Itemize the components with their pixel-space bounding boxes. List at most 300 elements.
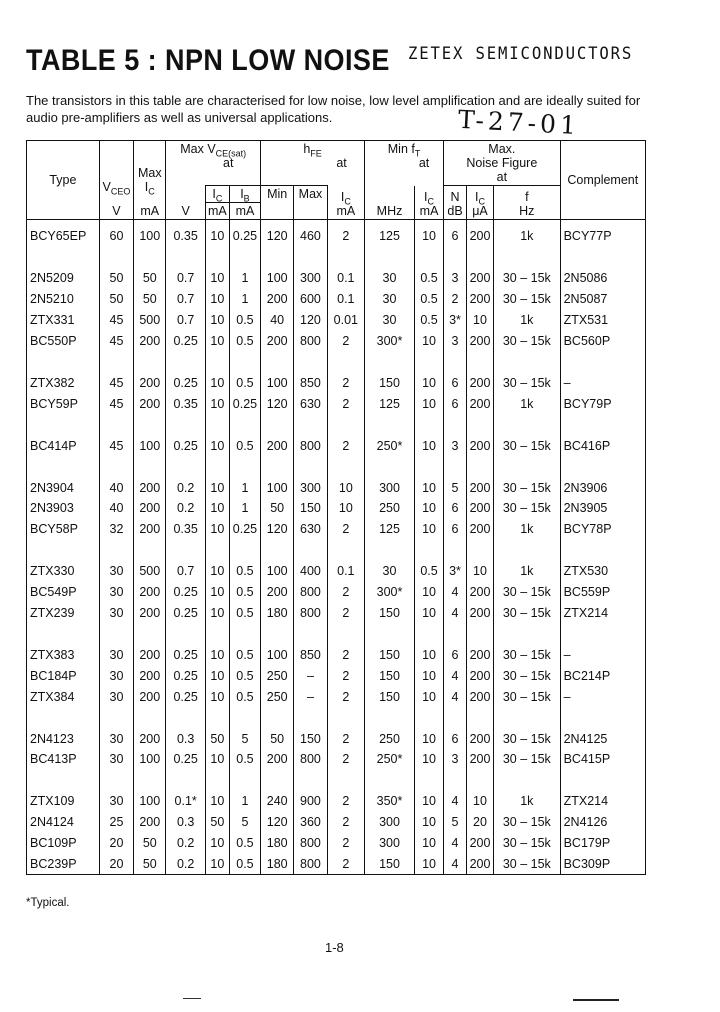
part-number: BCY65EP — [27, 220, 100, 247]
table-cell: 200 — [134, 644, 166, 665]
spacer-cell — [327, 456, 364, 477]
table-cell: 45 — [99, 331, 133, 352]
table-cell: 100 — [261, 644, 294, 665]
spacer-cell — [494, 456, 561, 477]
transistor-table — [26, 140, 646, 875]
table-cell: 30 — [99, 582, 133, 603]
table-cell: 1 — [229, 268, 260, 289]
col-nf-f: f Hz — [494, 186, 561, 220]
spacer-cell — [560, 247, 645, 268]
table-cell: 200 — [134, 372, 166, 393]
complement-part: BC179P — [560, 833, 645, 854]
table-cell: 1 — [229, 498, 260, 519]
complement-part: 2N5086 — [560, 268, 645, 289]
table-cell: 2 — [327, 435, 364, 456]
spacer-cell — [166, 540, 206, 561]
spacer-cell — [134, 540, 166, 561]
table-cell: 10 — [205, 519, 229, 540]
table-cell: 6 — [444, 372, 467, 393]
table-cell: 100 — [134, 435, 166, 456]
table-cell: 2 — [327, 686, 364, 707]
table-cell: 250* — [365, 749, 415, 770]
table-cell: 200 — [466, 372, 493, 393]
table-cell: 125 — [365, 220, 415, 247]
spacer-cell — [134, 623, 166, 644]
table-cell: 4 — [444, 603, 467, 624]
spacer-cell — [466, 770, 493, 791]
table-cell: 6 — [444, 220, 467, 247]
table-cell: 30 – 15k — [494, 268, 561, 289]
table-cell: 240 — [261, 791, 294, 812]
part-number: 2N4124 — [27, 812, 100, 833]
table-cell: 30 — [99, 686, 133, 707]
part-number: 2N3903 — [27, 498, 100, 519]
table-cell: 200 — [466, 220, 493, 247]
table-cell: 200 — [134, 728, 166, 749]
spacer-cell — [466, 247, 493, 268]
spacer-cell — [444, 456, 467, 477]
table-cell: 30 — [365, 268, 415, 289]
table-cell: 10 — [414, 749, 443, 770]
table-cell: 10 — [205, 686, 229, 707]
table-cell: 4 — [444, 791, 467, 812]
table-cell: 200 — [134, 477, 166, 498]
spacer-row — [27, 707, 646, 728]
table-cell: 0.25 — [166, 749, 206, 770]
table-cell: 3 — [444, 435, 467, 456]
table-cell: 0.25 — [166, 582, 206, 603]
spacer-cell — [560, 351, 645, 372]
table-cell: 0.3 — [166, 728, 206, 749]
table-cell: 10 — [205, 435, 229, 456]
table-cell: 200 — [466, 854, 493, 875]
table-cell: 6 — [444, 498, 467, 519]
spacer-cell — [327, 540, 364, 561]
table-cell: 200 — [466, 644, 493, 665]
complement-part: BCY77P — [560, 220, 645, 247]
table-cell: 0.5 — [414, 310, 443, 331]
table-cell: 350* — [365, 791, 415, 812]
table-cell: 5 — [229, 728, 260, 749]
spacer-cell — [134, 770, 166, 791]
table-cell: 150 — [365, 854, 415, 875]
table-cell: 0.5 — [229, 582, 260, 603]
table-cell: 2 — [327, 393, 364, 414]
table-cell: 120 — [261, 812, 294, 833]
spacer-cell — [261, 247, 294, 268]
table-cell: 50 — [134, 833, 166, 854]
table-cell: 200 — [466, 582, 493, 603]
spacer-cell — [166, 247, 206, 268]
spacer-cell — [294, 247, 327, 268]
complement-part: 2N4126 — [560, 812, 645, 833]
table-cell: 3 — [444, 268, 467, 289]
table-cell: 10 — [205, 791, 229, 812]
table-cell: 250 — [261, 665, 294, 686]
table-cell: 30 — [99, 791, 133, 812]
spacer-cell — [229, 540, 260, 561]
complement-part: ZTX214 — [560, 603, 645, 624]
spacer-row — [27, 623, 646, 644]
table-cell: 0.5 — [229, 435, 260, 456]
table-cell: 10 — [205, 644, 229, 665]
table-cell: 0.1* — [166, 791, 206, 812]
table-cell: 6 — [444, 728, 467, 749]
table-cell: 200 — [466, 268, 493, 289]
table-cell: 0.1 — [327, 289, 364, 310]
spacer-cell — [414, 456, 443, 477]
table-cell: 10 — [205, 310, 229, 331]
table-cell: 1k — [494, 220, 561, 247]
table-cell: 200 — [134, 686, 166, 707]
table-cell: 3* — [444, 310, 467, 331]
part-number: BC109P — [27, 833, 100, 854]
spacer-cell — [261, 770, 294, 791]
complement-part: BC309P — [560, 854, 645, 875]
part-number: 2N4123 — [27, 728, 100, 749]
spacer-cell — [99, 456, 133, 477]
table-cell: 200 — [466, 393, 493, 414]
part-number: ZTX384 — [27, 686, 100, 707]
spacer-cell — [414, 540, 443, 561]
spacer-cell — [166, 456, 206, 477]
table-cell: 250 — [261, 686, 294, 707]
col-hfe-min: Min — [261, 186, 294, 220]
table-cell: 30 – 15k — [494, 435, 561, 456]
table-cell: 50 — [99, 289, 133, 310]
table-cell: 1 — [229, 289, 260, 310]
table-cell: 10 — [414, 519, 443, 540]
table-cell: 40 — [99, 498, 133, 519]
spacer-row — [27, 414, 646, 435]
spacer-cell — [205, 707, 229, 728]
spacer-cell — [414, 247, 443, 268]
spacer-cell — [444, 770, 467, 791]
table-cell: 0.5 — [229, 372, 260, 393]
table-cell: 40 — [261, 310, 294, 331]
col-hfe-max: Max — [294, 186, 327, 220]
table-cell: 20 — [99, 833, 133, 854]
table-cell: 2 — [327, 603, 364, 624]
spacer-cell — [365, 456, 415, 477]
table-cell: 32 — [99, 519, 133, 540]
table-cell: 5 — [444, 812, 467, 833]
table-cell: 2 — [327, 791, 364, 812]
table-cell: 900 — [294, 791, 327, 812]
table-cell: 30 — [365, 289, 415, 310]
table-cell: 10 — [205, 603, 229, 624]
table-cell: 50 — [134, 854, 166, 875]
table-cell: 2 — [327, 728, 364, 749]
part-number: BCY59P — [27, 393, 100, 414]
part-number: ZTX109 — [27, 791, 100, 812]
spacer-cell — [414, 414, 443, 435]
part-number: 2N3904 — [27, 477, 100, 498]
table-cell: 2 — [327, 812, 364, 833]
table-cell: 200 — [261, 289, 294, 310]
table-cell: 10 — [414, 582, 443, 603]
table-cell: 200 — [134, 603, 166, 624]
table-cell: 30 – 15k — [494, 582, 561, 603]
spacer-cell — [99, 770, 133, 791]
table-cell: 120 — [261, 393, 294, 414]
table-cell: 0.5 — [229, 310, 260, 331]
spacer-cell — [365, 247, 415, 268]
spacer-cell — [134, 414, 166, 435]
spacer-row — [27, 770, 646, 791]
spacer-cell — [27, 707, 100, 728]
table-cell: 150 — [365, 603, 415, 624]
table-cell: 10 — [205, 393, 229, 414]
table-cell: 30 – 15k — [494, 749, 561, 770]
table-cell: 0.7 — [166, 561, 206, 582]
table-cell: 25 — [99, 812, 133, 833]
table-cell: 0.2 — [166, 477, 206, 498]
complement-part: BC560P — [560, 331, 645, 352]
table-row — [27, 393, 646, 414]
table-cell: 10 — [466, 310, 493, 331]
table-cell: 250 — [365, 498, 415, 519]
table-cell: 1 — [229, 791, 260, 812]
spacer-cell — [466, 707, 493, 728]
table-cell: 125 — [365, 393, 415, 414]
table-cell: 10 — [205, 665, 229, 686]
table-cell: 50 — [261, 728, 294, 749]
company-name: ZETEX SEMICONDUCTORS — [408, 44, 634, 64]
col-vcesat-group: Max $V_{CE(sat)}$ at — [166, 141, 261, 186]
table-cell: 800 — [294, 833, 327, 854]
table-cell: 120 — [261, 519, 294, 540]
table-cell: 0.25 — [166, 644, 206, 665]
spacer-cell — [444, 247, 467, 268]
table-cell: 100 — [261, 268, 294, 289]
table-cell: 180 — [261, 833, 294, 854]
spacer-cell — [414, 770, 443, 791]
table-cell: 0.7 — [166, 268, 206, 289]
scan-mark — [183, 998, 201, 999]
col-ft-ic: $I_C$ mA — [414, 186, 443, 220]
table-cell: 100 — [134, 791, 166, 812]
spacer-cell — [494, 707, 561, 728]
table-cell: 2 — [327, 331, 364, 352]
table-cell: 200 — [466, 435, 493, 456]
table-cell: 30 – 15k — [494, 833, 561, 854]
spacer-cell — [261, 707, 294, 728]
spacer-cell — [261, 623, 294, 644]
spacer-cell — [414, 623, 443, 644]
part-number: ZTX331 — [27, 310, 100, 331]
table-cell: 0.2 — [166, 498, 206, 519]
spacer-cell — [444, 351, 467, 372]
table-cell: 200 — [466, 665, 493, 686]
spacer-cell — [134, 456, 166, 477]
spacer-cell — [327, 414, 364, 435]
complement-part: BC214P — [560, 665, 645, 686]
col-vcesat-ib-unit: mA — [229, 203, 260, 220]
table-cell: 10 — [205, 854, 229, 875]
table-cell: 100 — [134, 749, 166, 770]
spacer-cell — [99, 540, 133, 561]
table-cell: 300 — [294, 477, 327, 498]
col-vceo: $V_{CEO}$ V — [99, 141, 133, 220]
table-cell: 10 — [414, 331, 443, 352]
spacer-cell — [261, 456, 294, 477]
complement-part: 2N3905 — [560, 498, 645, 519]
table-cell: 180 — [261, 603, 294, 624]
table-cell: 250 — [365, 728, 415, 749]
table-cell: 200 — [134, 393, 166, 414]
spacer-cell — [27, 540, 100, 561]
col-type: Type — [27, 141, 100, 220]
spacer-cell — [560, 707, 645, 728]
table-cell: 6 — [444, 519, 467, 540]
table-cell: 50 — [261, 498, 294, 519]
table-header — [27, 141, 646, 220]
spacer-cell — [494, 351, 561, 372]
table-cell: 10 — [205, 833, 229, 854]
spacer-cell — [466, 540, 493, 561]
table-cell: 4 — [444, 833, 467, 854]
part-number: ZTX382 — [27, 372, 100, 393]
table-cell: 4 — [444, 686, 467, 707]
spacer-cell — [166, 623, 206, 644]
table-cell: 10 — [414, 686, 443, 707]
table-cell: 45 — [99, 435, 133, 456]
complement-part: BC559P — [560, 582, 645, 603]
table-cell: 460 — [294, 220, 327, 247]
spacer-cell — [494, 247, 561, 268]
spacer-cell — [494, 414, 561, 435]
spacer-cell — [166, 707, 206, 728]
table-cell: 3 — [444, 331, 467, 352]
table-cell: 10 — [205, 749, 229, 770]
spacer-cell — [134, 707, 166, 728]
table-cell: 300 — [365, 477, 415, 498]
spacer-cell — [229, 247, 260, 268]
table-cell: 20 — [466, 812, 493, 833]
table-cell: 0.5 — [229, 644, 260, 665]
table-cell: 10 — [205, 477, 229, 498]
spacer-cell — [414, 707, 443, 728]
col-complement: Complement — [560, 141, 645, 220]
table-cell: 2 — [444, 289, 467, 310]
spacer-cell — [205, 770, 229, 791]
table-cell: 20 — [99, 854, 133, 875]
table-cell: 200 — [261, 582, 294, 603]
page-number: 1-8 — [325, 940, 344, 955]
spacer-cell — [261, 414, 294, 435]
spacer-cell — [229, 456, 260, 477]
spacer-cell — [494, 540, 561, 561]
table-cell: 200 — [466, 728, 493, 749]
complement-part: ZTX214 — [560, 791, 645, 812]
col-ic: Max $I_C$ mA — [134, 141, 166, 220]
table-cell: 630 — [294, 519, 327, 540]
complement-part: BCY78P — [560, 519, 645, 540]
table-cell: 120 — [261, 220, 294, 247]
table-cell: 0.1 — [327, 561, 364, 582]
spacer-cell — [327, 707, 364, 728]
spacer-cell — [414, 351, 443, 372]
table-cell: 200 — [466, 833, 493, 854]
spacer-cell — [166, 770, 206, 791]
spacer-cell — [205, 351, 229, 372]
spacer-cell — [229, 414, 260, 435]
spacer-cell — [294, 456, 327, 477]
spacer-row — [27, 247, 646, 268]
table-cell: 0.5 — [229, 854, 260, 875]
table-cell: 200 — [466, 477, 493, 498]
table-cell: 250* — [365, 435, 415, 456]
table-cell: 400 — [294, 561, 327, 582]
table-cell: 10 — [466, 791, 493, 812]
spacer-cell — [134, 247, 166, 268]
spacer-cell — [365, 770, 415, 791]
table-cell: 30 – 15k — [494, 665, 561, 686]
table-cell: 3* — [444, 561, 467, 582]
table-cell: 0.5 — [229, 833, 260, 854]
table-cell: 30 – 15k — [494, 686, 561, 707]
table-row — [27, 289, 646, 310]
table-cell: 50 — [134, 289, 166, 310]
spacer-cell — [229, 351, 260, 372]
table-cell: 30 – 15k — [494, 289, 561, 310]
table-cell: 200 — [134, 498, 166, 519]
col-vcesat-ic: $I_C$ — [205, 186, 229, 203]
spacer-cell — [261, 540, 294, 561]
table-cell: 10 — [414, 220, 443, 247]
spacer-cell — [327, 623, 364, 644]
table-row — [27, 372, 646, 393]
complement-part: ZTX530 — [560, 561, 645, 582]
table-cell: 0.7 — [166, 310, 206, 331]
spacer-cell — [560, 414, 645, 435]
table-cell: 0.2 — [166, 833, 206, 854]
table-row — [27, 665, 646, 686]
complement-part: BCY79P — [560, 393, 645, 414]
table-cell: 30 – 15k — [494, 372, 561, 393]
table-cell: 50 — [134, 268, 166, 289]
spacer-cell — [444, 707, 467, 728]
table-cell: 0.1 — [327, 268, 364, 289]
table-cell: 0.25 — [166, 665, 206, 686]
complement-part: – — [560, 686, 645, 707]
table-cell: 30 – 15k — [494, 854, 561, 875]
complement-part: 2N5087 — [560, 289, 645, 310]
table-cell: 0.5 — [229, 749, 260, 770]
table-row — [27, 331, 646, 352]
spacer-cell — [229, 623, 260, 644]
table-cell: 150 — [365, 372, 415, 393]
table-cell: 30 — [99, 644, 133, 665]
spacer-cell — [261, 351, 294, 372]
part-number: ZTX239 — [27, 603, 100, 624]
table-cell: 5 — [229, 812, 260, 833]
spacer-cell — [327, 247, 364, 268]
col-nf-n: N dB — [444, 186, 467, 220]
table-body — [27, 220, 646, 875]
table-row — [27, 310, 646, 331]
col-hfe-ic: $I_C$ mA — [327, 186, 364, 220]
spacer-cell — [99, 414, 133, 435]
spacer-cell — [205, 414, 229, 435]
scan-mark — [573, 999, 619, 1001]
table-cell: 150 — [365, 644, 415, 665]
table-cell: 30 — [365, 310, 415, 331]
table-row — [27, 561, 646, 582]
table-cell: 200 — [466, 603, 493, 624]
table-row — [27, 644, 646, 665]
